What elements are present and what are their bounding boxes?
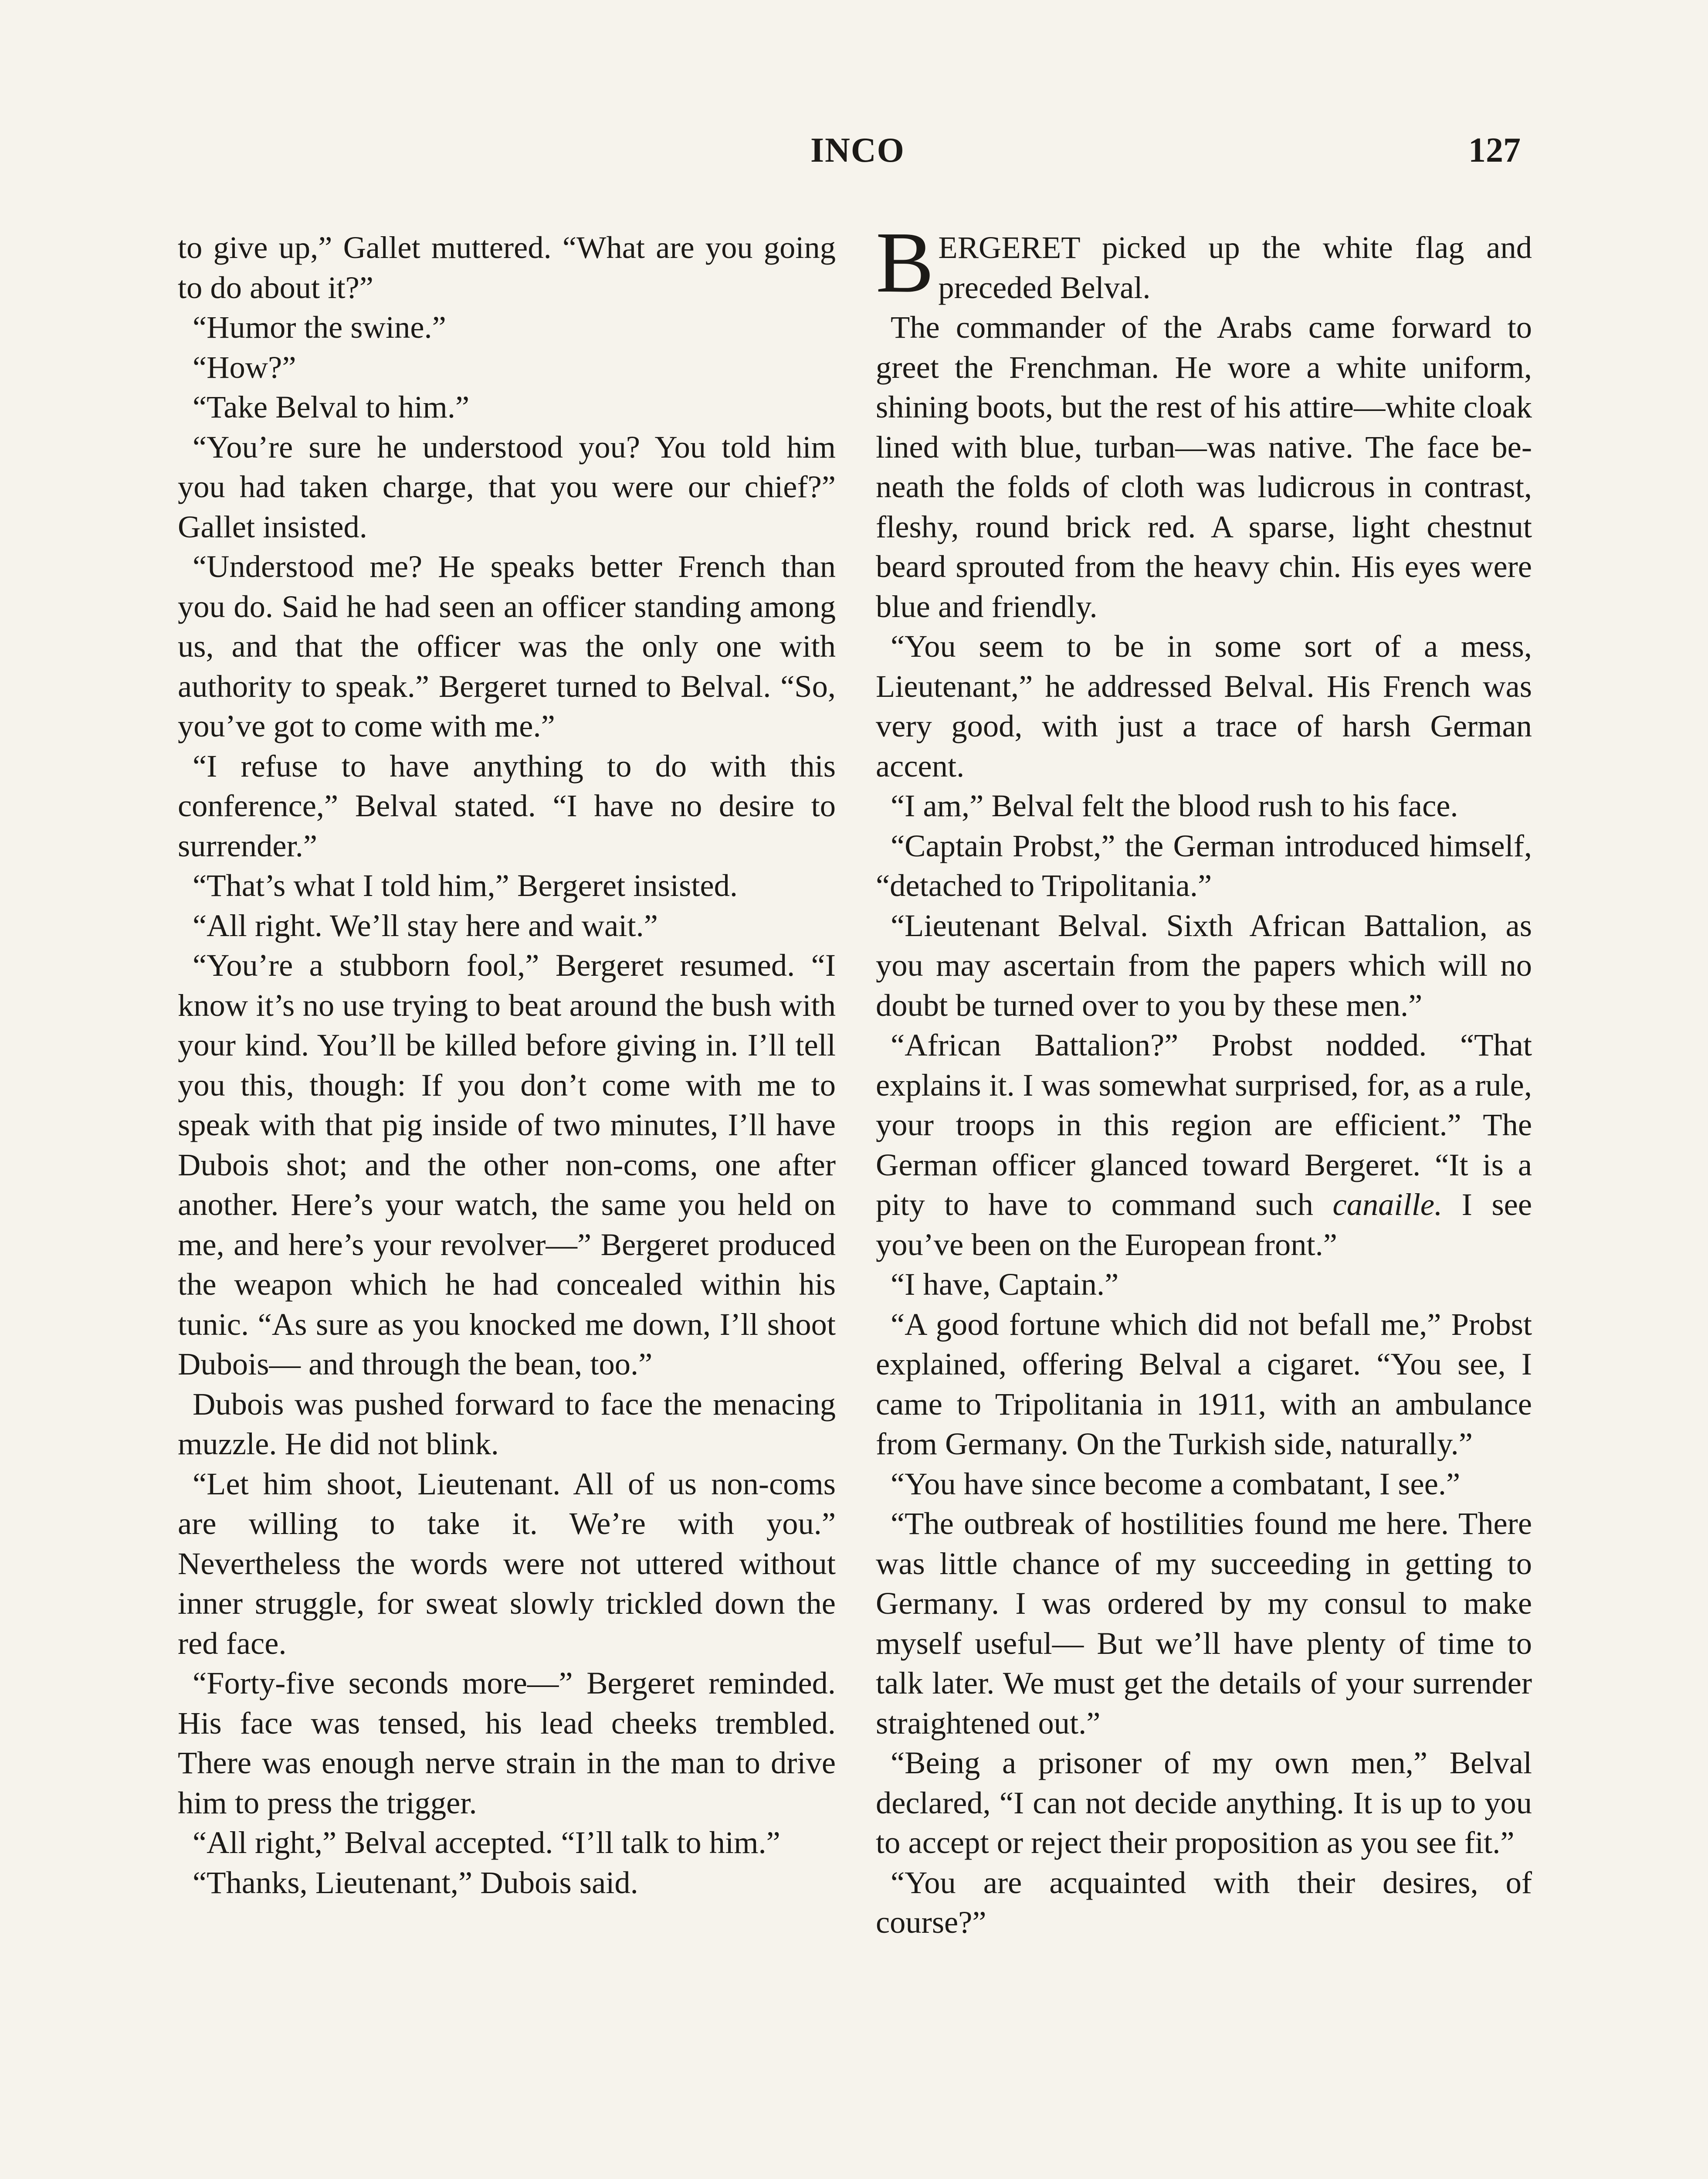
paragraph: “The outbreak of hostilities found me here. There was little chance of my succeeding in getting to Germany. I was ordered by my consul to make myself useful— But we’ll have plenty of time to talk later. We must get the details of your surrender straightened out.” <box>876 1506 1532 1741</box>
paragraph: “Being a prisoner of my own men,” Belval declared, “I can not decide anything. It is up to you to accept or reject their proposition as you see fit.” <box>876 1745 1532 1860</box>
paragraph: “Forty-five seconds more—” Bergeret reminded. His face was tensed, his lead cheeks trembled. There was enough nerve strain in the man to drive him to press the trigger. <box>178 1665 836 1820</box>
paragraph: “You seem to be in some sort of a mess, Lieutenant,” he addressed Belval. His French was very good, with just a trace of harsh German accent. <box>876 628 1532 784</box>
paragraph: “You have since become a combatant, I see.” <box>891 1466 1461 1501</box>
paragraph: The commander of the Arabs came forward to greet the Frenchman. He wore a white uniform, shining boots, but the rest of his attire—white cloak lined with blue, turban—was native. The face beneath the folds of cloth was ludicrous in contrast, fleshy, round brick red. A sparse, light chestnut beard sprouted from the heavy chin. His eyes were blue and friendly. <box>876 309 1532 624</box>
page-header <box>0 131 1708 187</box>
drop-cap: B <box>876 214 934 311</box>
paragraph: “I refuse to have anything to do with this conference,” Belval stated. “I have no desire to surrender.” <box>178 748 836 863</box>
page-number: 127 <box>1468 131 1521 170</box>
paragraph: “All right,” Belval accepted. “I’ll talk to him.” <box>193 1825 780 1860</box>
paragraph: “Take Belval to him.” <box>193 389 470 424</box>
italic-word: canaille. <box>1332 1187 1443 1222</box>
paragraph-text: “African Battalion?” Probst nodded. “That explains it. I was somewhat surprised, for, as a rule, your troops in this region are efficient.” The German officer glanced toward Bergeret. “It is a pity to have to command such <box>876 1027 1532 1222</box>
paragraph: “I have, Captain.” <box>891 1266 1119 1302</box>
paragraph: “You’re a stubborn fool,” Bergeret resumed. “I know it’s no use trying to beat around the bush with your kind. You’ll be killed before giving in. I’ll tell you this, though: If you don’t come with me to speak with that pig inside of two minutes, I’ll have Dubois shot; and the other non-coms, one after another. Here’s your watch, the same you held on me, and here’s your revolver—” Bergeret produced the weapon which he had concealed within his tunic. “As sure as you knocked me down, I’ll shoot Dubois— and through the bean, too.” <box>178 947 836 1381</box>
paragraph: “Let him shoot, Lieutenant. All of us non-coms are willing to take it. We’re with you.” Nevertheless the words were not uttered without inner struggle, for sweat slowly trickled down the red face. <box>178 1466 836 1661</box>
paragraph: “Understood me? He speaks better French than you do. Said he had seen an officer standing among us, and that the officer was the only one with authority to speak.” Bergeret turned to Belval. “So, you’ve got to come with me.” <box>178 549 836 743</box>
running-title: INCO <box>810 131 905 170</box>
paragraph: “Thanks, Lieutenant,” Dubois said. <box>193 1864 638 1900</box>
opening-paragraph <box>876 214 1532 311</box>
paragraph: “A good fortune which did not befall me,” Probst explained, offering Belval a cigaret. “You see, I came to Tripolitania in 1911, with an ambulance from Germany. On the Turkish side, naturally.” <box>876 1306 1532 1461</box>
left-column <box>178 227 836 1902</box>
paragraph-text-continued: I see you’ve been on the European front.” <box>876 1187 1532 1262</box>
paragraph-with-italic <box>876 1025 1532 1264</box>
paragraph: Dubois was pushed forward to face the menacing muzzle. He did not blink. <box>178 1386 836 1461</box>
paragraph: “That’s what I told him,” Bergeret insisted. <box>193 868 738 903</box>
paragraph: “All right. We’ll stay here and wait.” <box>193 907 658 943</box>
paragraph: “Lieutenant Belval. Sixth African Battalion, as you may ascertain from the papers which will no doubt be turned over to you by these men.” <box>876 907 1532 1023</box>
opening-text: ERGERET picked up the white flag and preceded Belval. <box>938 230 1532 305</box>
paragraph: “How?” <box>193 349 296 385</box>
paragraph: “Captain Probst,” the German introduced himself, “detached to Tripolitania.” <box>876 828 1532 903</box>
paragraph: “Humor the swine.” <box>193 309 446 345</box>
paragraph: “You are acquainted with their desires, of course?” <box>876 1864 1532 1940</box>
paragraph: “You’re sure he understood you? You told him you had taken charge, that you were our chief?” Gallet insisted. <box>178 429 836 544</box>
paragraph: “I am,” Belval felt the blood rush to his face. <box>891 788 1458 823</box>
right-column <box>876 214 1532 1942</box>
paragraph: to give up,” Gallet muttered. “What are you going to do about it?” <box>178 230 836 305</box>
